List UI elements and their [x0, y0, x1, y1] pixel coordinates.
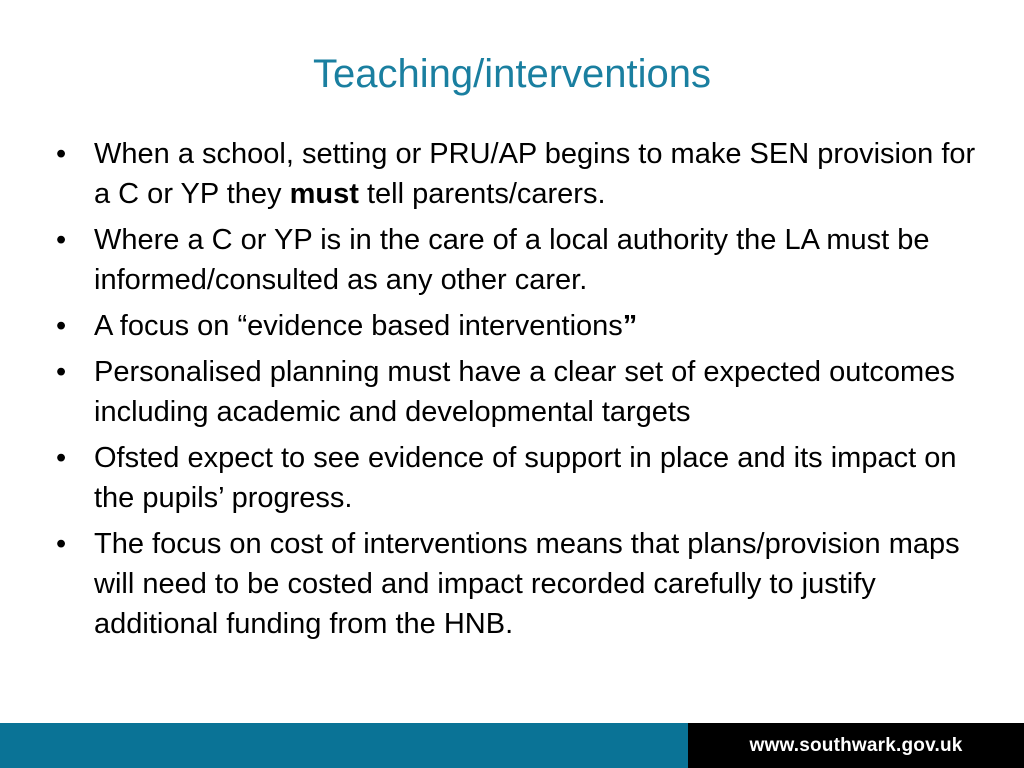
- bullet-list: [56, 134, 976, 650]
- bullet-text: When a school, setting or PRU/AP begins to make SEN provision for a C or YP they: [94, 138, 976, 210]
- bullet-text: Personalised planning must have a clear set of expected outcomes including academic and developmental targets: [94, 356, 955, 428]
- bullet-text: A focus on “evidence based interventions: [94, 310, 623, 342]
- bullet-icon: •: [56, 138, 67, 170]
- bullet-item: [56, 306, 976, 346]
- bullet-text-bold: ”: [622, 310, 638, 342]
- bullet-text: The focus on cost of interventions means that plans/provision maps will need to be costed and impact recorded carefully to justify additional funding from the HNB.: [94, 528, 960, 640]
- footer-url[interactable]: www.southwark.gov.uk: [749, 734, 963, 756]
- slide-title: Teaching/interventions: [312, 52, 712, 96]
- bullet-icon: •: [56, 442, 67, 474]
- bullet-text: tell parents/carers.: [358, 178, 606, 210]
- bullet-icon: •: [56, 224, 67, 256]
- bullet-icon: •: [56, 356, 67, 388]
- footer-url-box: [688, 723, 1024, 768]
- bullet-text: Ofsted expect to see evidence of support in place and its impact on the pupils’ progress.: [94, 442, 957, 514]
- bullet-text-bold: must: [289, 178, 359, 210]
- bullet-item: [56, 438, 976, 518]
- bullet-text: Where a C or YP is in the care of a local authority the LA must be informed/consulted as any other carer.: [94, 224, 930, 296]
- bullet-item: [56, 134, 976, 214]
- bullet-item: [56, 220, 976, 300]
- footer-bar: [0, 723, 1024, 768]
- bullet-item: [56, 524, 976, 644]
- bullet-icon: •: [56, 310, 67, 342]
- bullet-icon: •: [56, 528, 67, 560]
- bullet-item: [56, 352, 976, 432]
